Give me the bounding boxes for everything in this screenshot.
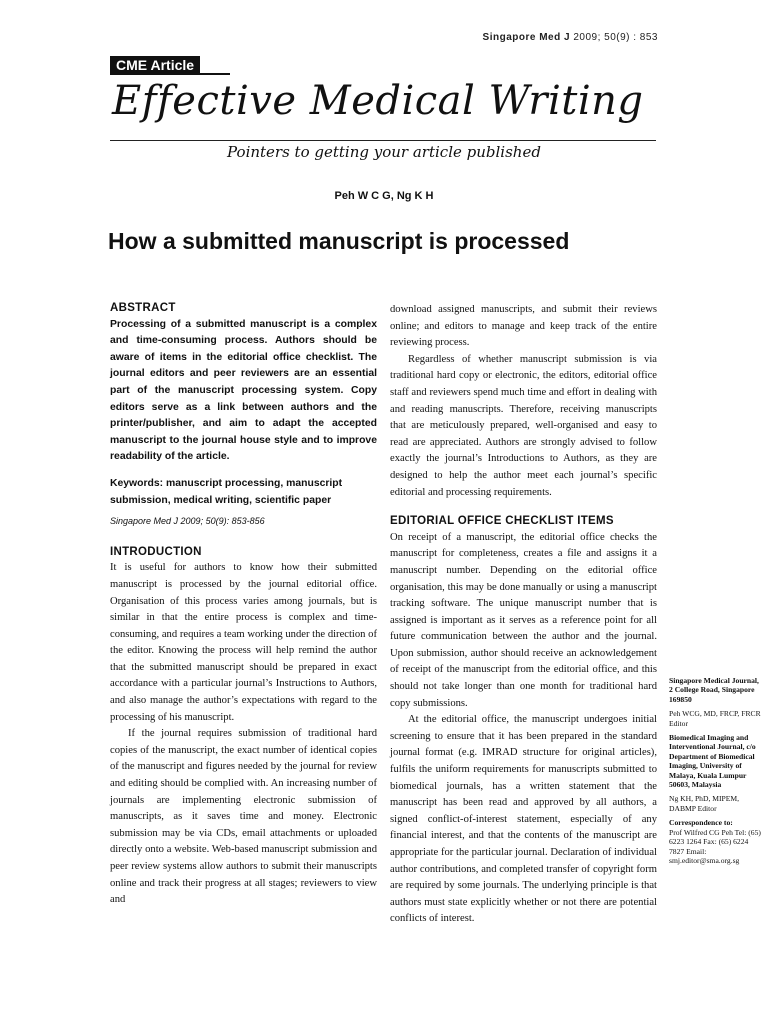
authors: Peh W C G, Ng K H [334, 190, 434, 202]
checklist-paragraph-2: At the editorial office, the manuscript undergoes initial screening to ensure that it has been prepared in the standard journal format (e.g. IMRAD structure for original articles), fulfils the uniform requirements for manuscripts submitted to biomedical journals, has a written statement that the manuscript has been read and approved by all authors, a signed conflict-of-interest statement, especially of any financial interest, and that the contents of the manuscript are appropriate for the particular journal. Declaration of individual author contributions, and completed transfer of copyright form are required by some journals. The underlying principle is that authors must state explicitly whether or not there are potential conflicts of interest. [390, 714, 657, 925]
journal-issue: 2009; 50(9) : 853 [573, 32, 658, 43]
introduction-heading: INTRODUCTION [110, 545, 202, 558]
title-rule-divider [110, 140, 656, 141]
middle-column [390, 302, 657, 928]
continuation-paragraph-2: Regardless of whether manuscript submission is via traditional hard copy or electronic, the editors, editorial office staff and reviewers spend much time and effort in dealing with and reading manuscripts. Therefore, receiving manuscripts that are meticulously prepared, well-organised and easy to read are appreciated. Authors are strongly advised to follow exactly the journal’s Introductions to Authors, as they are designed to help the author meet each journal’s specific editorial and processing requirements. [390, 353, 657, 498]
checklist-heading: EDITORIAL OFFICE CHECKLIST ITEMS [390, 515, 614, 528]
journal-reference [483, 32, 658, 43]
abstract-heading: ABSTRACT [110, 302, 176, 314]
introduction-paragraph-2: If the journal requires submission of traditional hard copies of the manuscript, the exact number of identical copies of the manuscript and figures needed by the journal for review and editing should be complied with. An increasing number of journals are implementing electronic submission of manuscripts, as it saves time and money. Electronic submission may be via CDs, email attachments or uploaded directly onto a website. Web-based manuscript submission and peer review systems allow authors to submit their manuscripts online and track their progress at all stages; reviewers to view and [110, 728, 377, 906]
abstract-text: Processing of a submitted manuscript is a complex and time-consuming process. Authors should be aware of items in the editorial office checklist. The journal editors and peer reviewers are an essential part of the manuscript processing system. Copy editors serve as a link between authors and the printer/publisher, and aim to adapt the accepted manuscript to the journal house style and to improve readability of the article. [110, 318, 377, 463]
affiliation-author-1: Peh WCG, MD, FRCP, FRCR Editor [669, 709, 761, 728]
author-affiliations-sidebar [669, 676, 761, 870]
affiliation-address-2: Biomedical Imaging and Interventional Journal, c/o Department of Biomedical Imaging, University of Malaya, Kuala Lumpur 50603, Malaysia [669, 733, 756, 790]
checklist-paragraph-1: On receipt of a manuscript, the editorial office checks the manuscript for completeness, creates a file and assigns it a manuscript number. Depending on the editorial office organisation, this may be done manually or using a manuscript tracking software. The unique manuscript number that is assigned is important as it serves as a reference point for all future communication between the author and the journal. Upon submission, author should receive an acknowledgement of receipt of the manuscript from the editorial office, and this should not take longer than one month for traditional hard copy submissions. [390, 531, 657, 709]
continuation-paragraph-1: download assigned manuscripts, and submit their reviews online; and editors to manage and keep track of the entire reviewing process. [390, 304, 657, 349]
keywords: Keywords: manuscript processing, manuscript submission, medical writing, scientific paper [110, 477, 343, 506]
affiliation-address-1: Singapore Medical Journal, 2 College Road, Singapore 169850 [669, 676, 759, 704]
cme-article-label: CME Article [110, 56, 200, 74]
cme-rule-divider [110, 73, 230, 75]
introduction-paragraph-1: It is useful for authors to know how their submitted manuscript is processed by the journal editorial office. Organisation of this process varies among journals, but is similar in that the entire process is complex and time-consuming, and requires a team working under the direction of the editor. Knowing the process will help remind the author that the submitted manuscript should be prepared in exact accordance with a particular journal’s Instructions to Authors, and also manage the author’s expectations with regard to the processing of his manuscript. [110, 562, 377, 723]
correspondence-heading: Correspondence to: [669, 818, 733, 828]
citation: Singapore Med J 2009; 50(9): 853-856 [110, 516, 265, 527]
article-title: How a submitted manuscript is processed [108, 228, 570, 254]
correspondence-details: Prof Wilfred CG Peh Tel: (65) 6223 1264 Fax: (65) 6224 7827 Email: smj.editor@sma.org.sg [669, 827, 761, 865]
journal-name: Singapore Med J [482, 32, 571, 43]
series-title: Effective Medical Writing [112, 78, 644, 124]
affiliation-author-2: Ng KH, PhD, MIPEM, DABMP Editor [669, 794, 740, 813]
left-column [110, 300, 377, 909]
series-subtitle: Pointers to getting your article published [227, 143, 541, 161]
